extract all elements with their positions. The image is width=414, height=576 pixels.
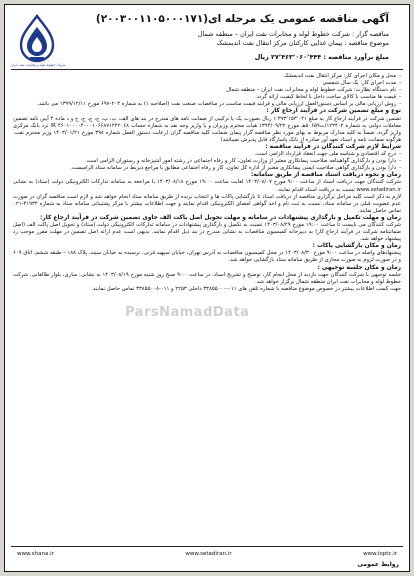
- submission-heading: زمان و مهلت تکمیل و بارگذاری پیشنهادات در سامانه و مهلت تحویل اصل پاکت الف حاوی تضمین شرکت در فرآیند ارجاع کار:: [40, 214, 401, 221]
- briefing-heading: زمان و مکان جلسه توجیهی :: [317, 264, 401, 271]
- detail-location: - محل و مکان اجرای کار: مرکز انتقال نفت اندیمشک: [13, 73, 401, 80]
- detail-evaluation: - روش ارزیابی مالی بر اساس دستورالعمل ارزیابی مالی و فرایند قیمت مناسب در مناقصات صنعت نفت (اصلاحیه ۱) به شماره ۲۰۳-۶۹۷ مورخ ۱۳۹۹/۱۲/۱۱ می باشد.: [13, 101, 401, 108]
- estimate-line: مبلغ برآورد مناقصه : ۲۷٬۴۶۳٬۰۶۰٬۴۴۴ ریال: [254, 53, 389, 61]
- receipt-heading: زمان و نحوه دریافت اسناد مناقصه از طریق سامانه:: [250, 172, 401, 179]
- company-logo-icon: [13, 13, 61, 65]
- subject-line: موضوع مناقصه : پیمان غذایی کارکنان مرکز انتقال نفت اندیمشک: [216, 39, 389, 47]
- receipt-text: شرکت کنندگان جهت دریافت اسناد از ساعت ۹:۰۰ مورخ ۱۴۰۳/۰۸/۰۷ لغایت ساعت ۱۹:۰۰ مورخ ۱۴۰۳/۰۸/۱۸ با مراجعه به سامانه تدارکات الکترونیکی دولت (ستاد) به نشانی www.setadiran.ir نسبت به دریافت اسناد اقدام نمایند.: [13, 179, 401, 193]
- briefing-contact: جهت کسب اطلاعات بیشتر در خصوص موضوع مناقصه با شماره تلفن های ۰۱۱-۳۳۸۵۵۰۰۰ داخلی ۲۲۵۳ و ۰۱۱-۳۳۸۵۵۰۰۸ تماس حاصل نمایند.: [91, 285, 401, 292]
- notice-body: [13, 73, 401, 293]
- footer-link-shana[interactable]: www.shana.ir: [17, 551, 54, 557]
- tender-notice: [4, 4, 410, 572]
- guarantee-text: تضمین شرکت در فرآیند ارجاع کار به مبلغ ۱٬۳۷۳٬۱۵۳٬۰۲۱ ریال بصورت یک یا ترکیبی از ضمانت نامه های مندرج در بند های الف، ب، پ، ج، چ، ح، خ و د ماده ۴ آیین نامه تضمین معاملات دولتی به شماره ۱۲۳۴۰۲/ت۵۰۶۵۹هـ مورخ ۱۳۹۴/۰۹/۲۲ هیات محترم وزیران و یا واریز وجه نقد به شماره حساب ۴۶۰۱۰۰۰۰۴۰۰۰۱۰۶۶۸۷۱۲۴۲۰۶۸ IR نزد بانک مرکزی واریز گردد. ضمناً به کلیه مدارک مربوط به بهای مورد نظر مناقصه گزار پیمان ضمانت کلیه مناقصه گران (رعایت دستور العمل شماره ۳۹۸ مورخ ۱۴۰۳/۰۱/۲۱ وزیر محترم نفت. هرگونه ضمانت نامه و اسناد تعهد آور صادره از بانک پاسارگاد قابل پذیرش نمیباشد): [13, 115, 402, 143]
- notice-title: آگهی مناقصه عمومی یک مرحله ای(۲۰۰۳۰۰۱۱۰۵۰۰۰۱۷۱): [95, 13, 389, 25]
- watermark: ParsNamadData: [125, 305, 250, 320]
- header-divider: [11, 69, 403, 70]
- qualification-item: - دارا بودن و بارگذاری گواهینامه صلاحیت پیمانکاری معتبر از وزارت تعاون، کار و رفاه اجتماعی در رشته امور آشپزخانه و رستوران الزامی است.: [13, 158, 401, 165]
- footer-link-setad[interactable]: www.setadiran.ir: [185, 551, 232, 557]
- footer-links: [17, 551, 397, 557]
- briefing-text: جلسه توجیهی با شرکت کنندگان جهت بازدید از محل انجام کار، توضیح و تشریح اسناد، در ساعت ۹:۰۰ صبح روز شنبه مورخ ۱۴۰۳/۰۸/۱۹ به نشانی: ساری، بلوار طالقانی، شرکت خطوط لوله و مخابرات نفت ایران منطقه شمال برگزار خواهد شد.: [13, 271, 401, 285]
- detail-duration: - مدت اجرای کار: یک سال شمسی: [13, 80, 401, 87]
- receipt-note: لازم به ذکر است کلیه مراحل برگزاری مناقصه از دریافت اسناد تا بازگشایی پاکات ها و انتخاب برنده از طریق سامانه ستاد انجام خواهد شد و لازم است مناقصه گران در صورت عدم عضویت قبلی در سامانه ستاد، نسبت به ثبت نام و اخذ گواهی امضای الکترونیکی اقدام نمایند و جهت اطلاعات بیشتر با مرکز پشتیبانی سامانه ستاد به شماره ۴۱۹۳۴-۰۲۱ تماس حاصل نمایند.: [13, 193, 401, 214]
- opening-text: پیشنهادهای واصله در ساعت ۹:۰۰ مورخ ۱۴۰۳/۰۸/۳۰ در محل کمیسیون مناقصات به آدرس تهران، خیابان سپهبد قرنی، نرسیده به خیابان سیند، پلاک ۱۸۸ – طبقه ششم، اتاق ۶۰۹ و در صورت لزوم به صورت مجازی از طریق سامانه ستاد بازگشایی خواهد شد.: [13, 250, 401, 264]
- opening-heading: زمان و مکان بازگشایی پاکات :: [312, 243, 401, 250]
- footer-link-ioptc[interactable]: www.ioptc.ir: [363, 551, 397, 557]
- public-relations-label: روابط عمومی: [357, 561, 399, 568]
- detail-quality: - قیمت ها مناسب با کالای ساخت داخل با لحاظ کیفیت ارائه گردد.: [13, 94, 401, 101]
- qualification-item: - دارا بودن و بارگذاری گواهی صلاحیت ایمنی پیمانکاری معتبر از اداره کل تعاون، کار و رفاه اجتماعی مطابق با مراجع ذیربط در سامانه ستاد الزامیست.: [13, 165, 401, 172]
- qualification-item: - درج کد اقتصادی و شناسه ملی جهت انعقاد قرارداد الزامی است.: [13, 151, 401, 158]
- qualifications-heading: شرایط لازم شرکت کنندگان در فرآیند مناقصه :: [265, 143, 401, 150]
- footer-divider: [11, 546, 403, 547]
- guarantee-heading: نوع و مبلغ تضمین شرکت در فرآیند ارجاع کار :: [266, 108, 401, 115]
- logo-caption: شرکت خطوط لوله و مخابرات نفت ایران: [10, 63, 66, 67]
- detail-supervisor: - نام دستگاه نظارت: شرکت خطوط لوله و مخابرات نفت ایران – منطقه شمال: [13, 87, 401, 94]
- employer-line: مناقصه گزار : شرکت خطوط لوله و مخابرات نفت ایران – منطقه شمال: [197, 30, 389, 38]
- submission-text: شرکت کنندگان می بایست تا ساعت ۱۹:۰۰ مورخ ۱۴۰۳/۰۸/۲۹ نسبت به تکمیل و بارگذاری پیشنهادات در سامانه تدارکات الکترونیکی دولت (ستاد) و تحویل اصل پاکت الف (اصل ضمانتنامه شرکت در فرآیند ارجاع کار) به دبیرخانه کمیسیون مناقصات به نشانی مندرج در بند ذیل اقدام نمایند. بدیهی است عدم ارائه اصل تضمین در مهلت مقرر موجب رد پیشنهاد خواهد شد.: [13, 221, 401, 243]
